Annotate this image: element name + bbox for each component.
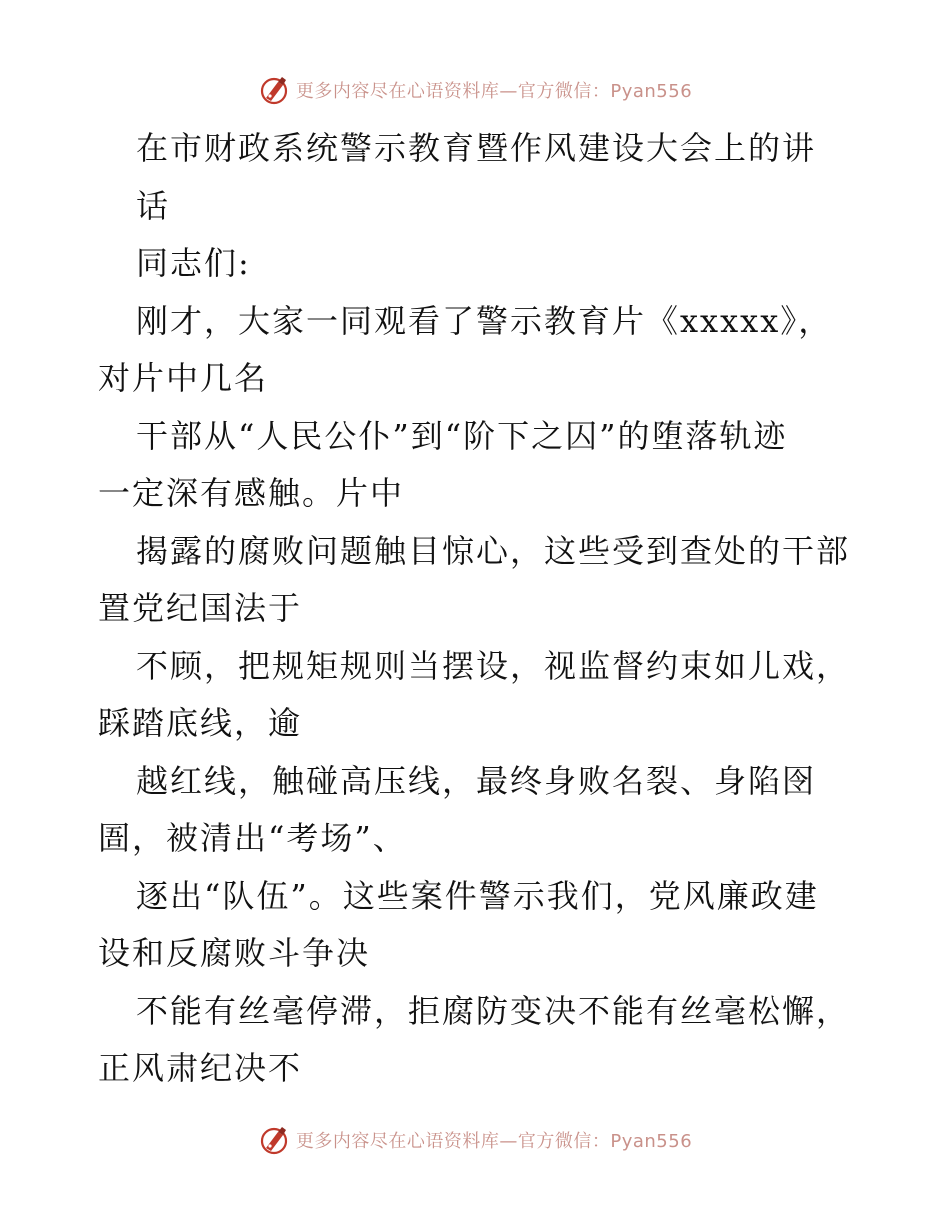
- text-line: 在市财政系统警示教育暨作风建设大会上的讲: [136, 129, 817, 167]
- text-line: 踩踏底线，逾: [98, 704, 303, 742]
- pen-logo-icon: [258, 74, 290, 106]
- text-line: 揭露的腐败问题触目惊心，这些受到查处的干部: [136, 531, 851, 570]
- text-line: 同志们:: [136, 244, 251, 282]
- text-line: 话: [136, 186, 171, 225]
- text-line: 不顾，把规矩规则当摆设，视监督约束如儿戏，: [136, 646, 851, 685]
- text-line: 逐出“队伍”。这些案件警示我们，党风廉政建: [136, 876, 819, 915]
- text-line: 置党纪国法于: [98, 589, 303, 627]
- text-line: 越红线，触碰高压线，最终身败名裂、身陷囹: [136, 761, 817, 800]
- text-line: 设和反腐败斗争决: [98, 934, 371, 972]
- footer-banner-text: 更多内容尽在心语资料库—官方微信：Pyan556: [295, 1131, 693, 1152]
- header-banner-text: 更多内容尽在心语资料库—官方微信：Pyan556: [295, 81, 693, 102]
- text-line: 干部从“人民公仆”到“阶下之囚”的堕落轨迹: [136, 416, 788, 455]
- text-line: 不能有丝毫停滞，拒腐防变决不能有丝毫松懈，: [136, 991, 851, 1030]
- document-body: [98, 120, 858, 1098]
- text-line: 刚才，大家一同观看了警示教育片《xxxxx》，: [136, 301, 833, 340]
- header-banner: [0, 70, 950, 110]
- footer-banner: [0, 1120, 950, 1160]
- text-line: 圄，被清出“考场”、: [98, 819, 407, 857]
- text-line: 一定深有感触。片中: [98, 474, 405, 512]
- pen-logo-icon: [258, 1124, 290, 1156]
- text-line: 正风肃纪决不: [98, 1049, 303, 1087]
- text-line: 对片中几名: [98, 359, 269, 397]
